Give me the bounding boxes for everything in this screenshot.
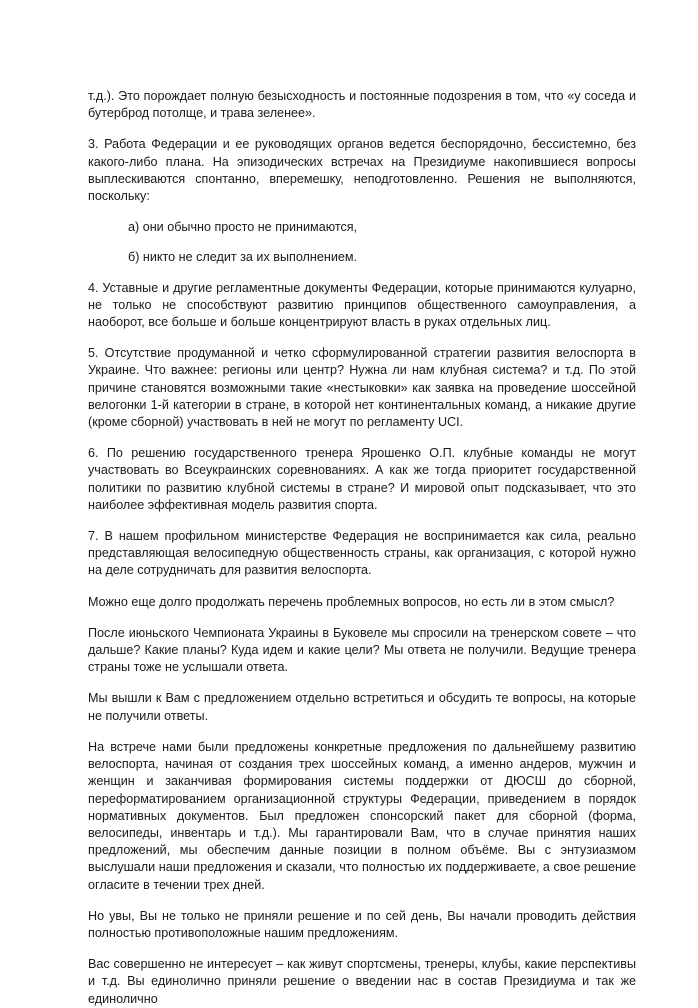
paragraph-7: 7. В нашем профильном министерстве Федерация не воспринимается как сила, реально представляющая велосипедную общественность страны, как организация, с которой нужно на деле сотрудничать для развития велоспорта.: [88, 529, 636, 578]
list-item-a: а) они обычно просто не принимаются,: [128, 220, 358, 235]
paragraph-not-interested: Вас совершенно не интересует – как живут спортсмены, тренеры, клубы, какие перспективы и т.д. Вы единолично приняли решение о введении нас в состав Президиума и так же единолично: [88, 957, 636, 1006]
paragraph-4: 4. Уставные и другие регламентные документы Федерации, которые принимаются кулуарно, не только не способствуют развитию принципов общественного самоуправления, а наоборот, все больше и больше концентрируют власть в руках отдельных лиц.: [88, 280, 636, 330]
paragraph-3: 3. Работа Федерации и ее руководящих органов ведется беспорядочно, бессистемно, без какого-либо плана. На эпизодических встречах на Президиуме накопившиеся вопросы выплескиваются спонтанно, вперемешку, неподготовленно. Решения не выполняются, поскольку:: [88, 137, 636, 204]
paragraph-no-decision: Но увы, Вы не только не приняли решение и по сей день, Вы начали проводить действия полностью противоположные нашим предложениям.: [88, 908, 636, 940]
paragraph-problem-list: Можно еще долго продолжать перечень проблемных вопросов, но есть ли в этом смысл?: [88, 594, 615, 609]
paragraph-6: 6. По решению государственного тренера Ярошенко О.П. клубные команды не могут участвовать во Всеукраинских соревнованиях. А как же тогда приоритет государственной политики по развитию клубной системы в стране? И мировой опыт подсказывает, что это наиболее эффективная модель развития спорта.: [88, 446, 636, 512]
paragraph-meeting-proposals: На встрече нами были предложены конкретные предложения по дальнейшему развитию велоспорта, начиная от создания трех шоссейных команд, а именно андеров, мужчин и женщин и заканчивая формирования системы поддержки от ДЮСШ до сборной, переформатированием организационной структуры Федерации, приведением в порядок нормативных документов. Был предложен спонсорский пакет для сборной (форма, велосипеды, инвентарь и т.д.). Мы гарантировали Вам, что в случае принятия наших предложений, мы обеспечим данные позиции в полном объёме. Вы с энтузиазмом выслушали наши предложения и сказали, что полностью их поддерживаете, а свое решение огласите в течении трех дней.: [88, 739, 636, 892]
paragraph-championship: После июньского Чемпионата Украины в Буковеле мы спросили на тренерском совете – что дальше? Какие планы? Куда идем и какие цели? Мы ответа не получили. Ведущие тренера страны тоже не услышали ответа.: [88, 625, 636, 675]
list-item-b: б) никто не следит за их выполнением.: [128, 250, 358, 265]
paragraph-5: 5. Отсутствие продуманной и четко сформулированной стратегии развития велоспорта в Украине. Что важнее: регионы или центр? Нужна ли нам клубная система? и т.д. По этой причине становятся возможными такие «нестыковки» как заявка на проведение шоссейной велогонки 1-й категории в стране, в которой нет континентальных команд, а никакие другие (кроме сборной) участвовать в ней не могут по регламенту UCI.: [88, 346, 636, 430]
paragraph-intro: т.д.). Это порождает полную безысходность и постоянные подозрения в том, что «у соседа и бутерброд потолще, и трава зеленее».: [88, 89, 636, 121]
reasons-list: [88, 219, 636, 266]
paragraph-proposal-meeting: Мы вышли к Вам с предложением отдельно встретиться и обсудить те вопросы, на которые не получили ответы.: [88, 691, 636, 723]
